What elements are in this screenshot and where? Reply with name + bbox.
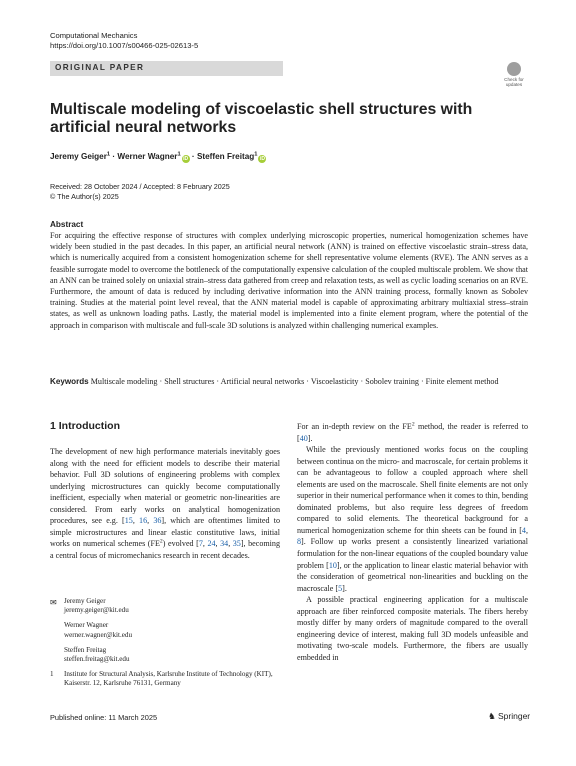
text-run: ], becoming a central focus of micromechanics research in recent decades. — [50, 539, 281, 560]
text-run: ]. — [307, 433, 313, 443]
text-run: , — [202, 539, 208, 549]
text-run: , — [525, 525, 528, 535]
check-updates-circle — [507, 62, 521, 76]
published-online: Published online: 11 March 2025 — [50, 713, 158, 722]
left-column — [50, 446, 280, 561]
orcid-icon[interactable]: iD — [183, 156, 189, 162]
citation-link[interactable]: 35 — [232, 539, 241, 549]
springer-horse-icon: ♞ — [488, 711, 496, 721]
text-run: ) evolved [ — [162, 539, 199, 549]
contact-name: Jeremy Geiger — [64, 597, 106, 605]
contact — [64, 646, 280, 664]
superscript: 2 — [159, 538, 163, 545]
paragraph: A possible practical engineering application for a multiscale approach are fiber reinforced composite materials. The fibers hereby mostly differ by many orders of magnitude compared to the overall engineering device of interest, making full 3D models unfeasible and motivating two-scale models. Furthermore, the fibers are usually embedded in — [297, 595, 528, 662]
text-run: While the previously mentioned works focus on the coupling between continua on the micro- and macroscale, for certain problems it can be advantageous to follow a coupled approach where shell elements are used on the macroscale. Shell finite elements are not only superior in their numerical performance when it comes to thin, bending dominated problems, but also require less degrees of freedom compared to solid elements. The theoretical background for a numerical homogenization scheme for thin sheets can be found in [ — [297, 445, 528, 535]
envelope-icon: ✉ — [50, 598, 57, 607]
contact-email[interactable]: jeremy.geiger@kit.edu — [64, 606, 129, 615]
keywords-label: Keywords — [50, 377, 89, 386]
citation-link[interactable]: 7 — [198, 539, 203, 549]
author-affil-sup: 1 — [106, 151, 111, 158]
text-run: For an in-depth review on the FE — [297, 422, 412, 431]
citation-link[interactable]: 8 — [297, 537, 302, 547]
check-for-updates-icon[interactable] — [500, 60, 528, 91]
abstract-text: For acquiring the effective response of structures with complex underlying microscopic properties, numerical homogenization schemes have widely been studied in the past decades. In this paper, an artificial neural network (ANN) is trained on effective viscoelastic strain–stress data, which is numerically acquired from a consistent homogenization scheme for shell representative volume elements (RVE). The ANN serves as a feasible surrogate model to overcome the bottleneck of the computationally expensive calculation of the coupled multiscale problem. We show that an ANN can be trained solely on uniaxial strain–stress data gathered from creep and relaxation tests, as well as cyclic loading scenarios on an RVE. Furthermore, the amount of data is reduced by including derivative information into the ANN training process, formally known as Sobolev training. Studies at the material point level reveal, that the ANN material model is capable of approximating arbitrary multiaxial stress–strain states, as well as unknown loading paths. Lastly, the material model is implemented into a finite element program, where the potential of the approach in comparison with multiscale and full-scale 3D solutions is analyzed within challenging numerical examples. — [50, 231, 528, 330]
keywords — [50, 376, 528, 387]
affiliation-number: 1 — [50, 670, 54, 678]
contact — [64, 597, 280, 615]
author-list — [50, 152, 266, 163]
check-updates-text — [500, 77, 528, 87]
paragraph — [297, 444, 528, 594]
text-run: The development of new high performance materials inevitably goes along with the need for efficient models to describe their material behavior. Full 3D solutions of engineering problems with complex underlying microstructures can quickly become computationally inefficient, especially when material or geometric non-linearities are considered. From early works on analytical homogenization procedures, see e.g. [ — [50, 447, 280, 526]
doi-link[interactable]: https://doi.org/10.1007/s00466-025-02613-5 — [50, 41, 199, 50]
check-updates-line1: Check for — [504, 77, 524, 82]
contact-email[interactable]: werner.wagner@kit.edu — [64, 630, 132, 639]
citation-link[interactable]: 4 — [521, 525, 526, 535]
paragraph — [297, 421, 528, 444]
author-affil-sup: 1 — [177, 151, 181, 158]
citation-link[interactable]: 36 — [153, 516, 162, 526]
abstract-heading: Abstract — [50, 220, 84, 229]
intro-paragraph — [50, 446, 280, 561]
text-run: ], which are oftentimes limited to simple microstructures and linear elastic constitutive laws, initial works on numerical schemes (FE — [50, 516, 280, 549]
journal-name: Computational Mechanics — [50, 31, 138, 40]
citation-link[interactable]: 5 — [338, 583, 343, 593]
author-name[interactable]: Werner Wagner — [117, 152, 178, 161]
contact-email[interactable]: steffen.freitag@kit.edu — [64, 655, 130, 664]
text-run: ]. Follow up works present a consistently linearized variational formulation for the non-linear equations of the coupled boundary value problem [ — [297, 537, 528, 570]
check-updates-line2: updates — [505, 82, 523, 87]
section-heading: 1 Introduction — [50, 420, 120, 432]
text-run: method, the reader is referred to [ — [297, 422, 528, 443]
category-label: ORIGINAL PAPER — [55, 63, 145, 72]
right-column — [297, 421, 528, 663]
paper-title: Multiscale modeling of viscoelastic shell structures with artificial neural networks — [50, 101, 473, 136]
citation-link[interactable]: 16 — [139, 516, 148, 526]
citation-link[interactable]: 15 — [124, 516, 133, 526]
publisher-logo — [488, 711, 530, 722]
citation-link[interactable]: 40 — [299, 433, 308, 443]
received-accepted: Received: 28 October 2024 / Accepted: 8 February 2025 — [50, 182, 230, 191]
text-run: ]. — [342, 583, 347, 593]
copyright: © The Author(s) 2025 — [50, 192, 119, 201]
citation-link[interactable]: 24 — [207, 539, 216, 549]
correspondence-block — [50, 597, 280, 670]
affiliation — [50, 670, 280, 688]
text-run: , — [228, 539, 233, 549]
text-run: , — [132, 516, 140, 526]
contact-name: Werner Wagner — [64, 621, 109, 630]
superscript: 2 — [411, 421, 415, 428]
citation-link[interactable]: 10 — [328, 560, 337, 570]
author-separator: · — [189, 152, 197, 161]
publication-dates — [50, 182, 230, 202]
affiliation-text: Institute for Structural Analysis, Karlsruhe Institute of Technology (KIT), Kaiserstr. 12, Karlsruhe 76131, Germany — [64, 670, 273, 688]
citation-link[interactable]: 34 — [220, 539, 229, 549]
author-separator: · — [110, 152, 118, 161]
orcid-icon[interactable]: iD — [259, 156, 265, 162]
author-name[interactable]: Steffen Freitag — [196, 152, 255, 161]
author-name[interactable]: Jeremy Geiger — [50, 152, 107, 161]
text-run: , — [215, 539, 221, 549]
contact — [64, 621, 280, 639]
text-run: ], or the application to linear elastic material behavior with the consideration of geometrical non-linearities and buckling on the macroscale [ — [297, 560, 528, 593]
journal-header — [50, 31, 198, 51]
contact-name: Steffen Freitag — [64, 645, 107, 654]
publisher-name: Springer — [498, 711, 531, 721]
author-affil-sup: 1 — [254, 151, 258, 158]
keywords-text: Multiscale modeling · Shell structures · Artificial neural networks · Viscoelasticity · Sobolev training · Finite element method — [90, 377, 499, 386]
text-run: , — [147, 516, 154, 526]
